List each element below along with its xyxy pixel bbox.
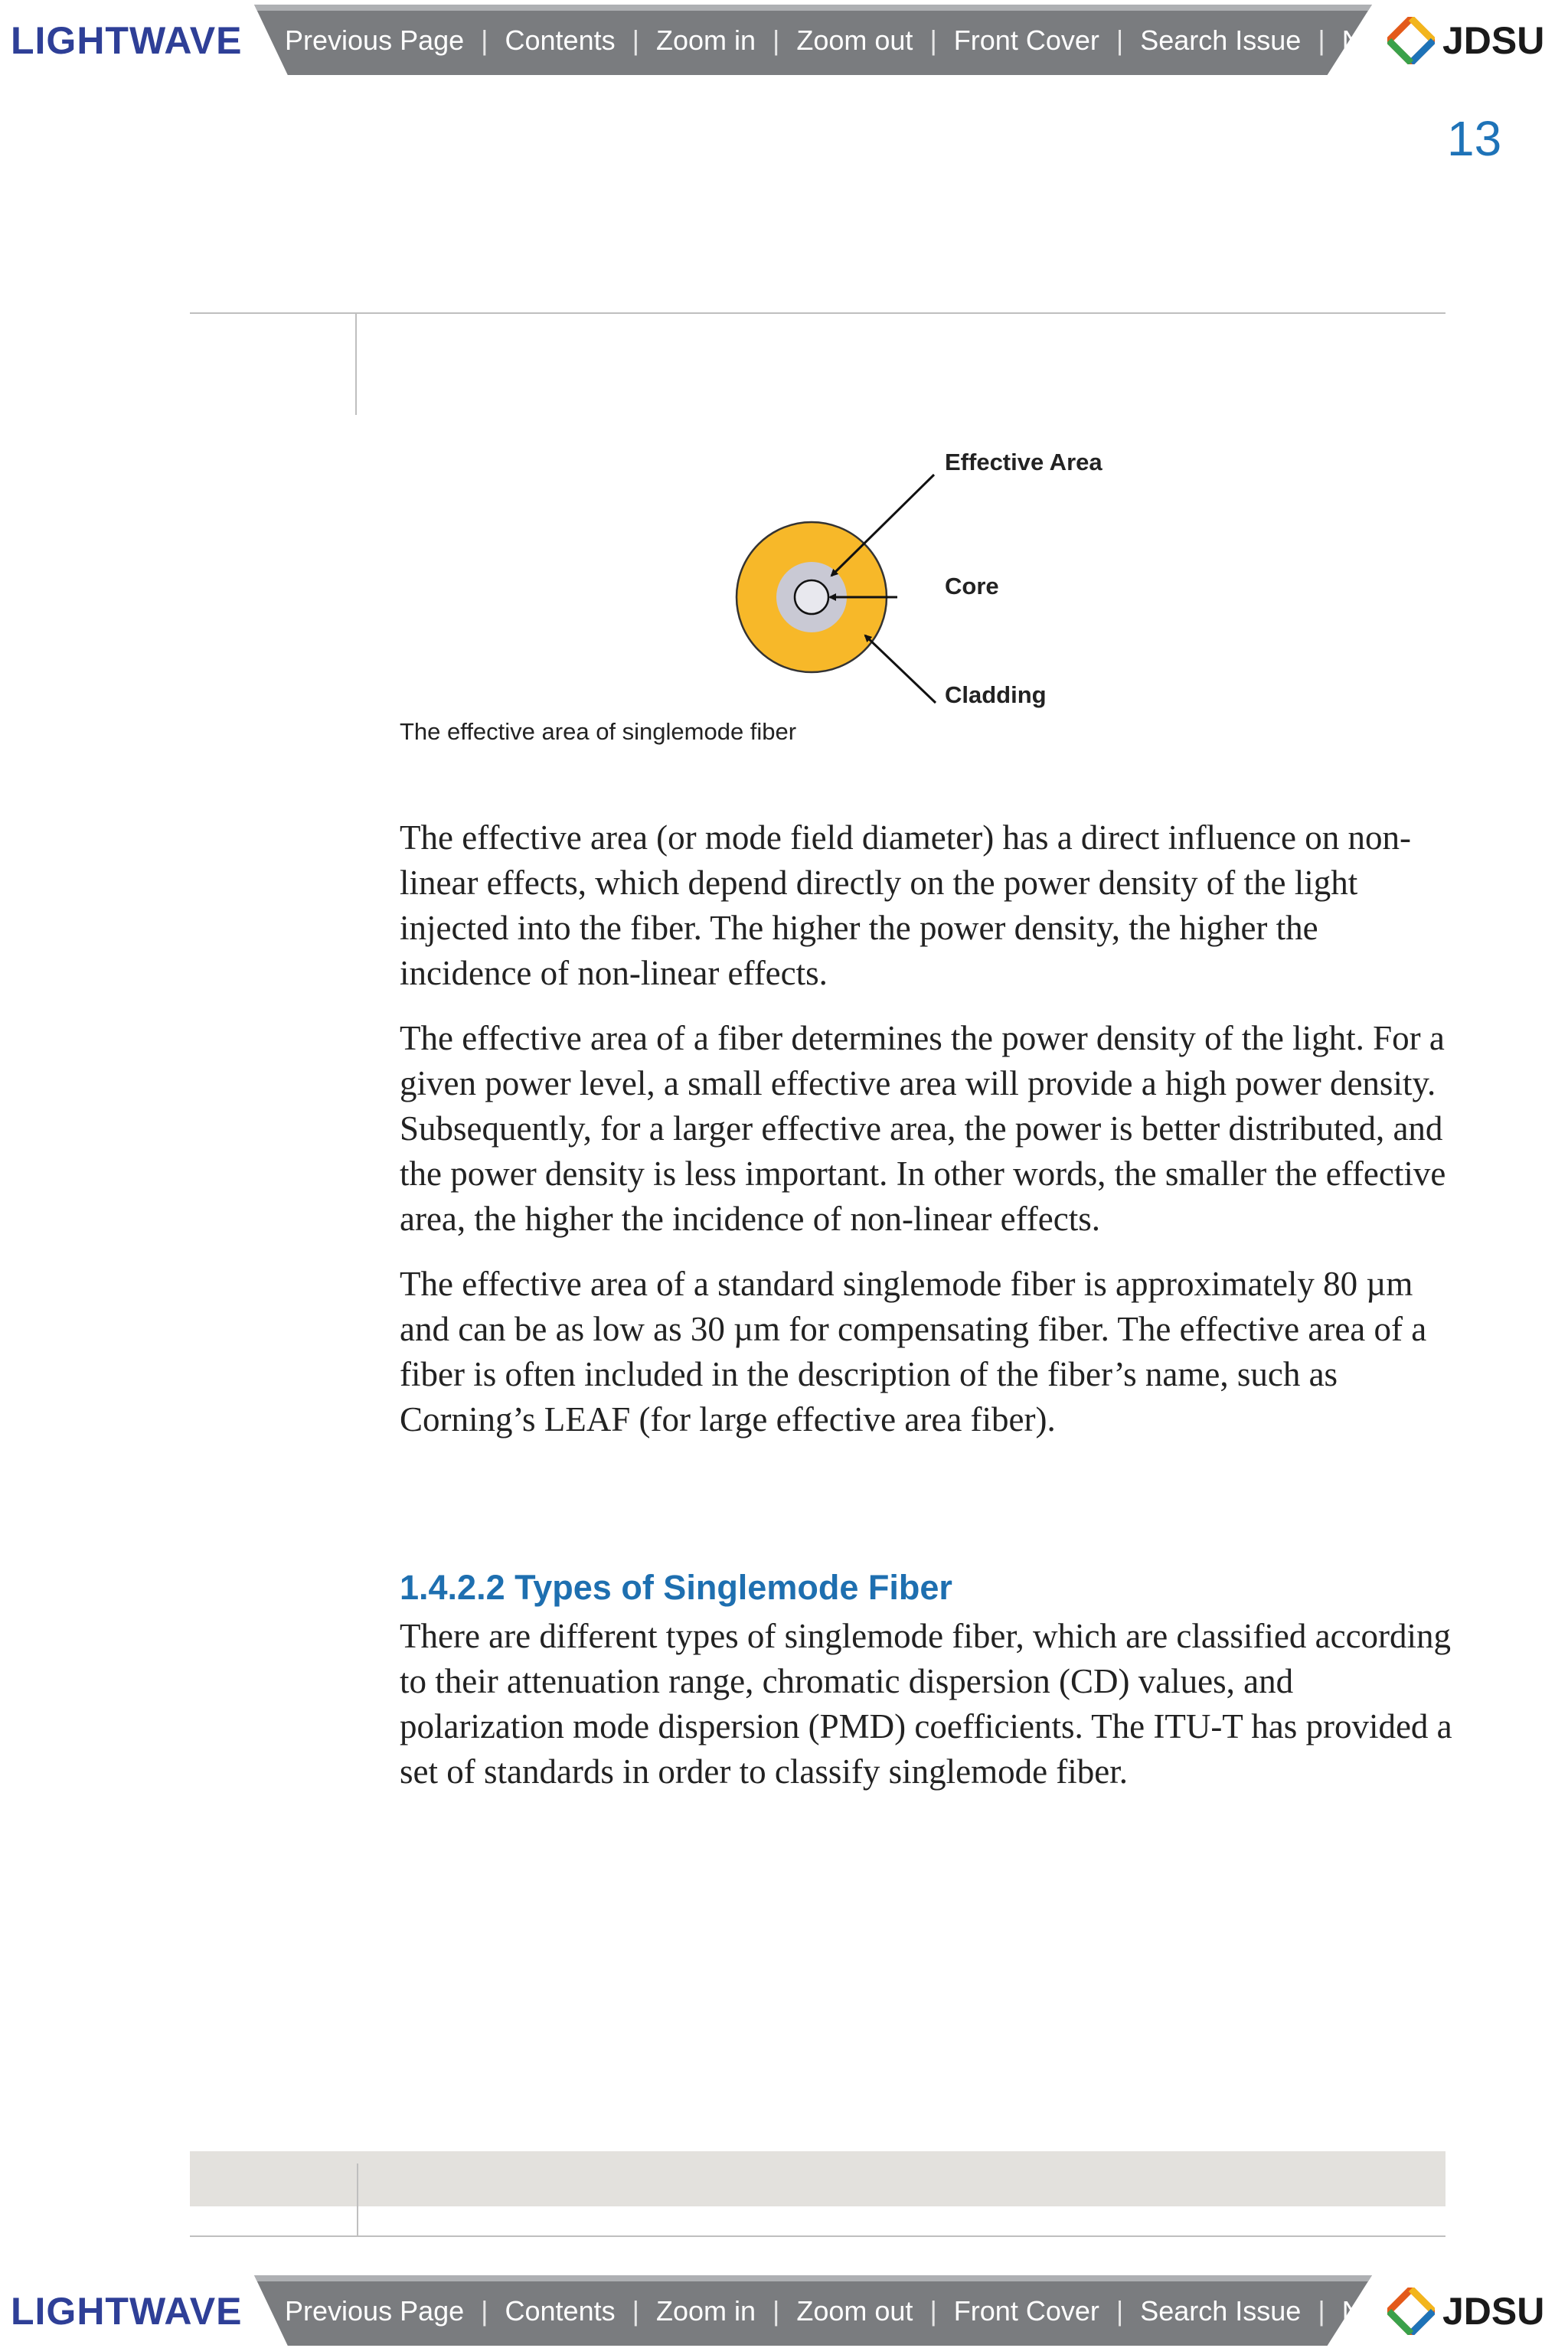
zoom-in-link[interactable]: Zoom in <box>655 2295 756 2327</box>
core-label: Core <box>945 573 999 599</box>
previous-page-link[interactable]: Previous Page <box>285 2295 465 2327</box>
jdsu-diamond-icon <box>1387 2288 1435 2335</box>
nav-separator: | <box>773 24 780 56</box>
top-nav-bar <box>0 0 1568 77</box>
brand-logo[interactable]: LIGHTWAVE <box>11 19 243 62</box>
effective-area-arrow <box>831 475 934 576</box>
brand-logo[interactable]: LIGHTWAVE <box>11 2290 243 2333</box>
jdsu-logo[interactable] <box>1387 2288 1544 2335</box>
next-page-link[interactable]: Next Page <box>1341 2295 1471 2327</box>
cladding-label: Cladding <box>945 681 1047 708</box>
bottom-nav-bar <box>0 2271 1568 2347</box>
footer-rule <box>190 2235 1446 2237</box>
nav-separator: | <box>481 24 488 56</box>
paragraph: The effective area of a fiber determines the power density of the light. For a given power level, a small effective area will provide a high power density. Subsequently, for a larger effective area, the power is better distributed, and the power density is less important. In other words, the smaller the effective area, the higher the incidence of non-linear effects. <box>400 1019 1446 1238</box>
page-number: 13 <box>1447 111 1502 166</box>
nav-separator: | <box>1116 2295 1124 2327</box>
nav-separator: | <box>481 2295 488 2327</box>
jdsu-logo[interactable] <box>1387 17 1544 64</box>
zoom-out-link[interactable]: Zoom out <box>796 2295 913 2327</box>
nav-separator: | <box>1116 24 1124 56</box>
nav-separator: | <box>929 24 937 56</box>
footer-vertical-rule <box>357 2163 358 2235</box>
paragraph: The effective area of a standard singlemode fiber is approximately 80 µm and can be as low as 30 µm for compensating fiber. The effective area of a fiber is often included in the description of the fiber’s name, such as Corning’s LEAF (for large effective area fiber). <box>400 1265 1427 1439</box>
effective-area-label: Effective Area <box>945 449 1102 475</box>
cladding-arrow <box>865 635 936 703</box>
zoom-in-link[interactable]: Zoom in <box>655 24 756 56</box>
footer-band <box>190 2151 1446 2206</box>
fiber-cross-section <box>727 444 1125 720</box>
fiber-diagram <box>727 444 1125 720</box>
nav-items <box>285 14 1471 67</box>
next-page-link[interactable]: Next Page <box>1341 24 1471 56</box>
nav-separator: | <box>929 2295 937 2327</box>
search-issue-link[interactable]: Search Issue <box>1140 2295 1302 2327</box>
zoom-out-link[interactable]: Zoom out <box>796 24 913 56</box>
header-rule <box>190 312 1446 314</box>
previous-page-link[interactable]: Previous Page <box>285 24 465 56</box>
search-issue-link[interactable]: Search Issue <box>1140 24 1302 56</box>
contents-link[interactable]: Contents <box>505 24 616 56</box>
section-body-text <box>400 1614 1456 1814</box>
nav-separator: | <box>632 24 639 56</box>
jdsu-diamond-icon <box>1387 17 1435 64</box>
core-circle <box>795 580 828 614</box>
header-vertical-rule <box>355 314 357 415</box>
nav-separator: | <box>1318 24 1325 56</box>
paragraph: There are different types of singlemode fiber, which are classified according to their attenuation range, chromatic dispersion (CD) values, and polarization mode dispersion (PMD) coefficients. The ITU-T has provided a set of standards in order to classify singlemode fiber. <box>400 1617 1452 1791</box>
figure-caption: The effective area of singlemode fiber <box>400 718 797 745</box>
nav-separator: | <box>1318 2295 1325 2327</box>
nav-separator: | <box>632 2295 639 2327</box>
front-cover-link[interactable]: Front Cover <box>953 2295 1099 2327</box>
nav-separator: | <box>773 2295 780 2327</box>
front-cover-link[interactable]: Front Cover <box>953 24 1099 56</box>
body-text <box>400 815 1456 1462</box>
jdsu-logo-text: JDSU <box>1442 2290 1545 2333</box>
jdsu-logo-text: JDSU <box>1442 19 1545 62</box>
section-heading: 1.4.2.2 Types of Singlemode Fiber <box>400 1568 952 1607</box>
nav-items <box>285 2284 1471 2338</box>
paragraph: The effective area (or mode field diameter) has a direct influence on non-linear effects, which depend directly on the power density of the light injected into the fiber. The higher the power density, the higher the incidence of non-linear effects. <box>400 818 1412 992</box>
contents-link[interactable]: Contents <box>505 2295 616 2327</box>
